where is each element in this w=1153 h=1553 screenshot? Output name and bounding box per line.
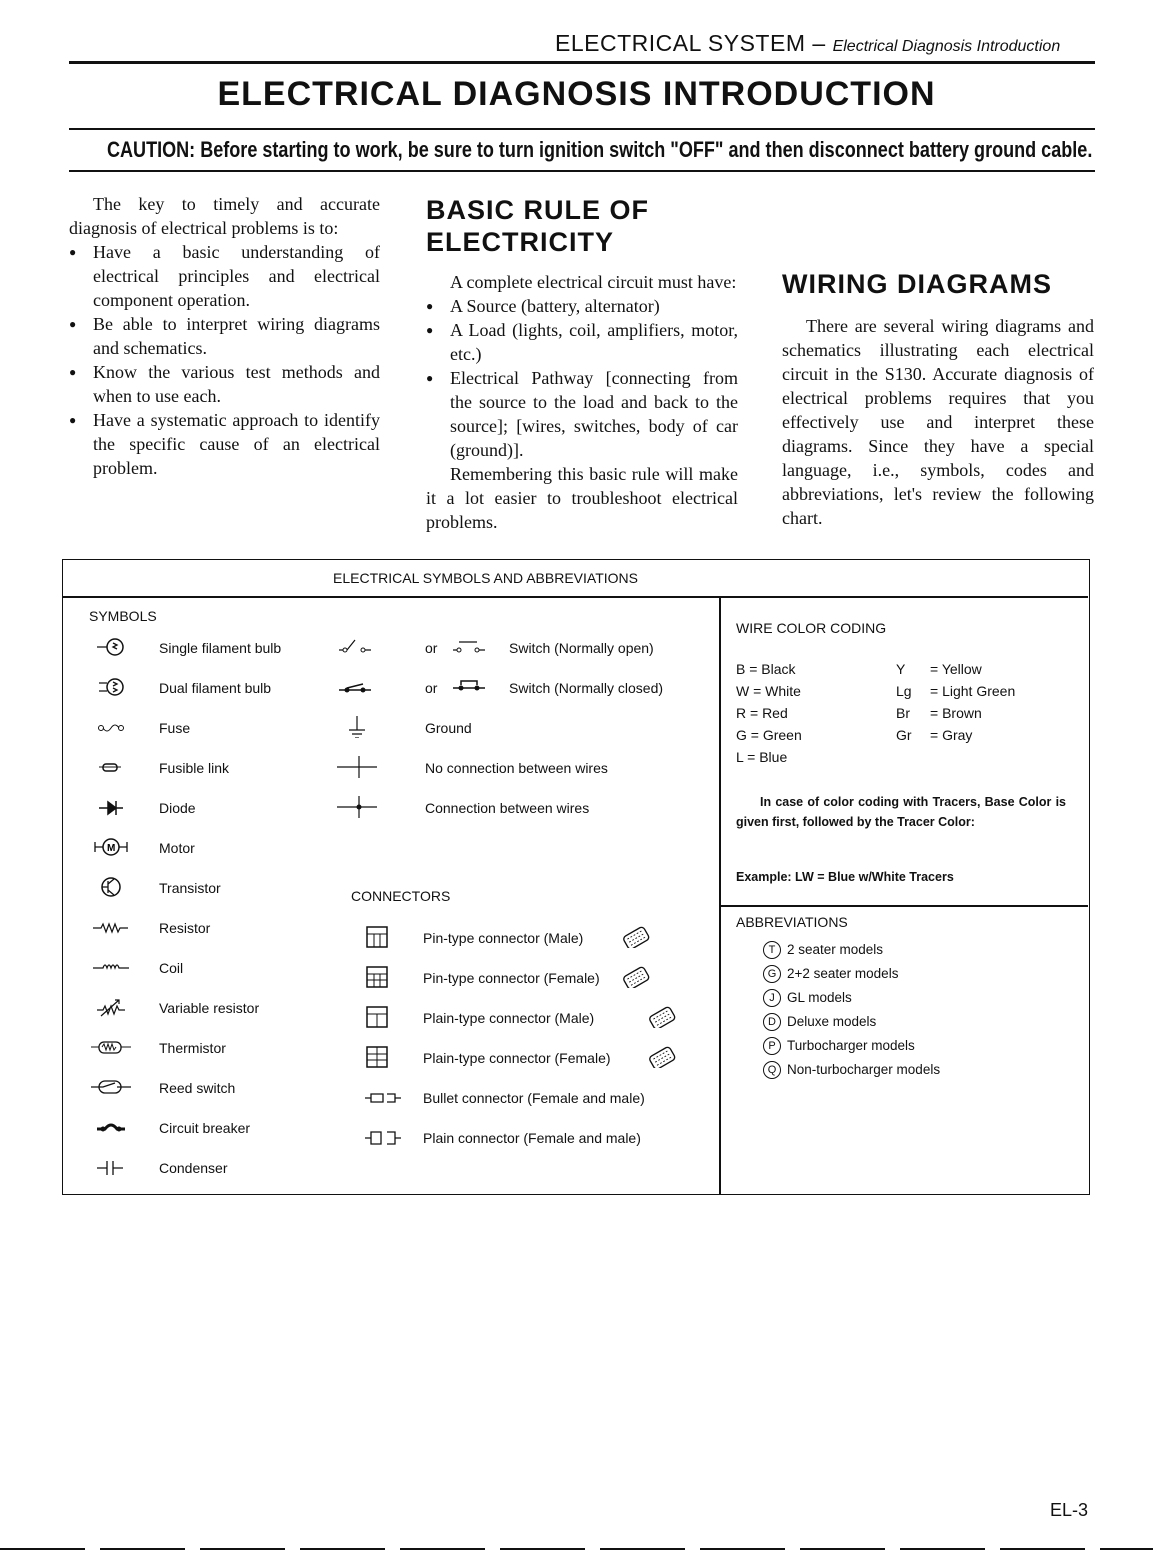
connector-plug-drawing [645, 1002, 681, 1033]
connector-plug-icon [645, 1042, 681, 1068]
dual-filament-bulb-icon-symbol [91, 676, 131, 703]
color-code-item: R = Red [736, 705, 788, 721]
or-text: or [425, 680, 438, 696]
pin-connector-female-icon-symbol [363, 966, 403, 993]
connector-plug-drawing [619, 962, 655, 993]
abbreviation-letter: P [763, 1037, 781, 1055]
color-code-item [896, 724, 1015, 746]
header-subsection: Electrical Diagnosis Introduction [832, 38, 1061, 55]
reed-switch-icon [91, 1076, 131, 1098]
plain-connector-icon-symbol [363, 1126, 403, 1153]
header-rule [69, 61, 1095, 64]
svg-text:M: M [107, 843, 116, 854]
abbreviation-label: Non-turbocharger models [787, 1062, 941, 1077]
switch-open-icon [337, 636, 377, 658]
basic-rule-heading: BASIC RULE OF ELECTRICITY [426, 195, 650, 257]
symbols-heading: SYMBOLS [89, 608, 157, 624]
symbol-label: Variable resistor [159, 1000, 260, 1016]
transistor-icon [91, 876, 131, 898]
plain-connector-icon [363, 1126, 403, 1148]
pin-connector-male-icon [363, 926, 403, 948]
coil-icon-symbol [91, 956, 131, 983]
symbol-label: Connection between wires [425, 800, 590, 816]
intro-column [69, 192, 380, 480]
abbreviation-item [763, 1058, 940, 1082]
diode-icon [91, 796, 131, 818]
title-rule [69, 128, 1095, 130]
abbreviation-item [763, 1010, 940, 1034]
wiring-heading: WIRING DIAGRAMS [782, 269, 1052, 299]
wire-color-left [736, 658, 802, 768]
connection-icon-symbol [337, 796, 377, 823]
color-code-item [896, 680, 1015, 702]
symbol-label: Transistor [159, 880, 221, 896]
pin-connector-female-icon [363, 966, 403, 988]
plain-connector-male-icon-symbol [363, 1006, 403, 1033]
wiring-column [782, 268, 1094, 530]
symbol-label: Fusible link [159, 760, 230, 776]
basic-rule-bullet: ● Electrical Pathway [connecting from the source to the load and back to the source]; [wires, switches, body of car (ground)]. [426, 366, 738, 462]
color-name: = Light Green [930, 683, 1016, 699]
symbol-label: Condenser [159, 1160, 228, 1176]
chart-divider [719, 596, 721, 1194]
circuit-breaker-icon [91, 1116, 131, 1138]
symbol-label: Coil [159, 960, 184, 976]
chart-title-rule [63, 596, 1088, 598]
abbreviation-letter: Q [763, 1061, 781, 1079]
color-code-item: W = White [736, 683, 801, 699]
switch-open-alt-symbol [451, 636, 491, 663]
connector-label: Plain-type connector (Female) [423, 1050, 611, 1066]
ground-icon [337, 716, 377, 738]
intro-bullet: ● Be able to interpret wiring diagrams and schematics. [69, 312, 380, 360]
tracer-note: In case of color coding with Tracers, Base Color is given first, followed by the Tracer Color: [736, 795, 1066, 829]
single-filament-bulb-icon [91, 636, 131, 658]
symbol-label: Diode [159, 800, 196, 816]
wiring-paragraph: There are several wiring diagrams and schematics illustrating each electrical circuit in the S130. Accurate diagnosis of electrical problems requires that you effectively use and interpret these diagrams. Since they have a special language, i.e., symbols, codes and abbreviations, let's review the following chart. [782, 316, 1094, 528]
abbreviation-item [763, 962, 940, 986]
abbreviation-letter: T [763, 941, 781, 959]
basic-rule-list [426, 294, 738, 462]
no-connection-icon-symbol [337, 756, 377, 783]
abbreviation-item [763, 938, 940, 962]
symbol-label: No connection between wires [425, 760, 608, 776]
color-code: Br [896, 705, 910, 721]
connector-plug-icon [645, 1002, 681, 1028]
abbreviation-label: Turbocharger models [787, 1038, 915, 1053]
caution-rule [69, 170, 1095, 172]
basic-rule-bullet: ● A Source (battery, alternator) [426, 294, 738, 318]
basic-rule-closing: Remembering this basic rule will make it a lot easier to troubleshoot electrical problems. [426, 464, 738, 532]
reed-switch-icon-symbol [91, 1076, 131, 1103]
fuse-icon [91, 716, 131, 738]
abbreviation-label: 2+2 seater models [787, 966, 899, 981]
intro-bullet: ● Have a basic understanding of electrical principles and electrical component operation. [69, 240, 380, 312]
dual-filament-bulb-icon [91, 676, 131, 698]
page-title: ELECTRICAL DIAGNOSIS INTRODUCTION [217, 75, 936, 113]
symbol-label: Circuit breaker [159, 1120, 251, 1136]
color-code-item: G = Green [736, 727, 802, 743]
color-code-item [896, 702, 1015, 724]
switch-closed-icon [337, 676, 377, 698]
condenser-icon-symbol [91, 1156, 131, 1183]
symbol-label: Switch (Normally closed) [509, 680, 664, 696]
switch-closed-icon-symbol [337, 676, 377, 703]
color-name: = Gray [930, 727, 973, 743]
resistor-icon-symbol [91, 916, 131, 943]
connector-plug-icon [619, 962, 655, 988]
color-code: Gr [896, 727, 912, 743]
resistor-icon [91, 916, 131, 938]
symbol-label: Resistor [159, 920, 211, 936]
abbreviation-label: GL models [787, 990, 852, 1005]
variable-resistor-icon [91, 996, 131, 1018]
switch-closed-alt-icon [451, 676, 491, 698]
or-text: or [425, 640, 438, 656]
abbreviation-label: 2 seater models [787, 942, 884, 957]
coil-icon [91, 956, 131, 978]
diode-icon-symbol [91, 796, 131, 823]
variable-resistor-icon-symbol [91, 996, 131, 1023]
condenser-icon [91, 1156, 131, 1178]
intro-bullet: ● Know the various test methods and when to use each. [69, 360, 380, 408]
running-header [555, 30, 1060, 57]
color-code-item: B = Black [736, 661, 796, 677]
intro-paragraph: The key to timely and accurate diagnosis of electrical problems is to: [69, 194, 380, 238]
symbol-label: Fuse [159, 720, 191, 736]
abbreviation-letter: G [763, 965, 781, 983]
page-number: EL-3 [1049, 1500, 1088, 1520]
symbol-label: Reed switch [159, 1080, 236, 1096]
connectors-heading: CONNECTORS [351, 888, 451, 904]
transistor-icon-symbol [91, 876, 131, 903]
color-code: Y [896, 661, 906, 677]
connector-label: Plain connector (Female and male) [423, 1130, 641, 1146]
pin-connector-male-icon-symbol [363, 926, 403, 953]
fusible-link-icon [91, 756, 131, 778]
circuit-breaker-icon-symbol [91, 1116, 131, 1143]
caution-notice [107, 137, 1092, 163]
caution-label: CAUTION: [107, 137, 196, 162]
plain-connector-female-icon [363, 1046, 403, 1068]
connector-label: Bullet connector (Female and male) [423, 1090, 645, 1106]
fusible-link-icon-symbol [91, 756, 131, 783]
ground-icon-symbol [337, 716, 377, 743]
header-dash: – [812, 30, 826, 56]
basic-rule-paragraph: A complete electrical circuit must have: [450, 272, 737, 292]
abbreviation-label: Deluxe models [787, 1014, 877, 1029]
symbol-label: Motor [159, 840, 195, 856]
abbr-divider [719, 905, 1088, 907]
bullet-connector-icon-symbol [363, 1086, 403, 1113]
abbreviation-letter: D [763, 1013, 781, 1031]
intro-list [69, 240, 380, 480]
color-code-item: L = Blue [736, 749, 788, 765]
symbols-chart [62, 559, 1090, 1195]
plain-connector-female-icon-symbol [363, 1046, 403, 1073]
connector-label: Pin-type connector (Female) [423, 970, 600, 986]
symbol-label: Dual filament bulb [159, 680, 272, 696]
no-connection-icon [337, 756, 377, 778]
connector-label: Pin-type connector (Male) [423, 930, 584, 946]
motor-icon-symbol [91, 836, 131, 863]
connector-plug-drawing [645, 1042, 681, 1073]
intro-bullet: ● Have a systematic approach to identify the specific cause of an electrical problem. [69, 408, 380, 480]
chart-title: ELECTRICAL SYMBOLS AND ABBREVIATIONS [333, 570, 638, 586]
abbreviations-list [763, 938, 940, 1082]
connector-plug-drawing [619, 922, 655, 953]
switch-open-alt-icon [451, 636, 491, 658]
fuse-icon-symbol [91, 716, 131, 743]
footer-rule [0, 1548, 1153, 1550]
connection-icon [337, 796, 377, 818]
switch-open-icon-symbol [337, 636, 377, 663]
caution-text: Before starting to work, be sure to turn ignition switch "OFF" and then disconnect battery ground cable. [200, 137, 1093, 162]
abbreviation-item [763, 986, 940, 1010]
symbol-label: Ground [425, 720, 472, 736]
header-section: ELECTRICAL SYSTEM [555, 30, 806, 56]
bullet-connector-icon [363, 1086, 403, 1108]
connector-plug-icon [619, 922, 655, 948]
abbreviation-item [763, 1034, 940, 1058]
wire-color-right [896, 658, 1015, 746]
color-name: = Brown [930, 705, 982, 721]
symbol-label: Single filament bulb [159, 640, 282, 656]
thermistor-icon [91, 1036, 131, 1058]
basic-rule-bullet: ● A Load (lights, coil, amplifiers, motor, etc.) [426, 318, 738, 366]
basic-rule-column [426, 194, 738, 534]
symbol-label: Thermistor [159, 1040, 226, 1056]
tracer-example: Example: LW = Blue w/White Tracers [736, 870, 954, 884]
wire-color-heading: WIRE COLOR CODING [736, 620, 887, 636]
abbreviation-letter: J [763, 989, 781, 1007]
color-code-item [896, 658, 1015, 680]
motor-icon [91, 836, 131, 858]
color-code: Lg [896, 683, 912, 699]
abbreviations-heading: ABBREVIATIONS [736, 914, 848, 930]
plain-connector-male-icon [363, 1006, 403, 1028]
thermistor-icon-symbol [91, 1036, 131, 1063]
connector-label: Plain-type connector (Male) [423, 1010, 595, 1026]
color-name: = Yellow [930, 661, 982, 677]
single-filament-bulb-icon-symbol [91, 636, 131, 663]
symbol-label: Switch (Normally open) [509, 640, 654, 656]
switch-closed-alt-symbol [451, 676, 491, 703]
